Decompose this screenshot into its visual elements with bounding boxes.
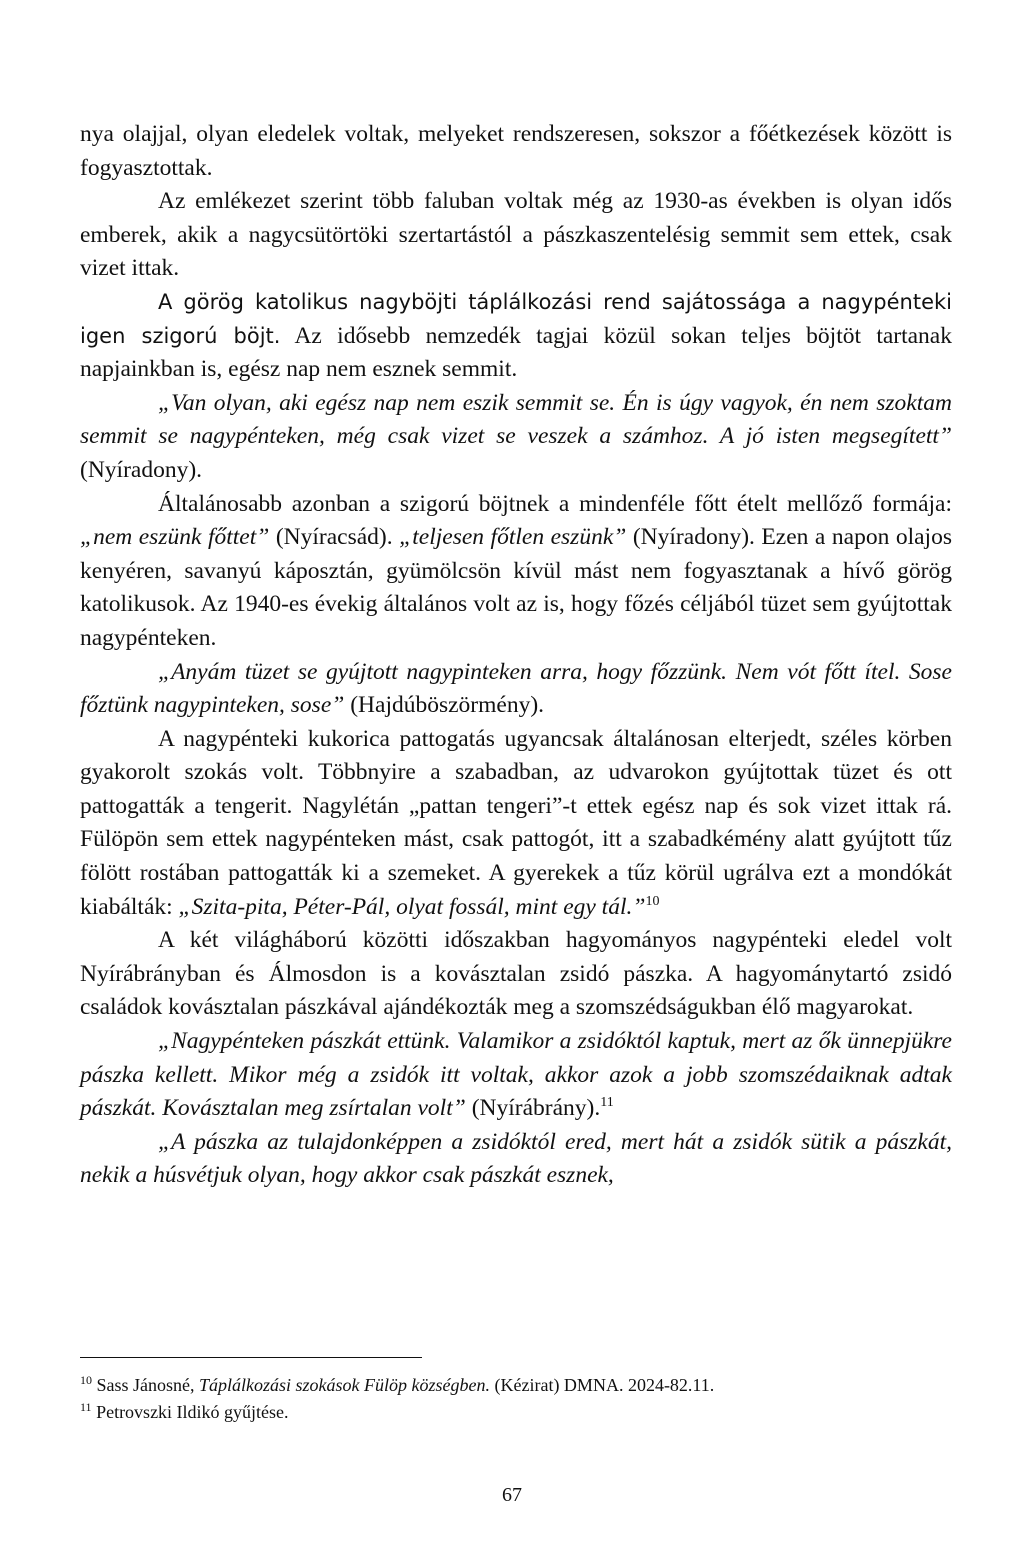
footnote-11 [80, 1399, 952, 1426]
paragraph-fasting-rule [80, 286, 952, 387]
paragraph-memory: Az emlékezet szerint több faluban voltak még az 1930-as években is olyan idős emberek, akik a nagycsütörtöki szertartástól a pászkaszentelésig semmit sem ettek, csak vizet ittak. [80, 188, 952, 282]
inline-quote: „nem eszünk főttet” [80, 524, 270, 551]
quote-nyirabrany [80, 1025, 952, 1126]
footnote-text: Petrovszki Ildikó gyűjtése. [91, 1402, 289, 1422]
quote-source: (Nyírábrány). [465, 1095, 601, 1122]
paragraph-text: (Nyíradony). Ezen a napon olajos kenyéren, savanyú káposztán, gyümölcsön kívül mást nem fogyasztanak a hívő görög katolikusok. Az 1940-es évekig általános volt az is, hogy főzés céljából tüzet sem gyújtottak nagypénteken. [80, 524, 952, 651]
paragraph-text: Általánosabb azonban a szigorú böjtnek a mindenféle főtt ételt mellőző formája: [158, 490, 952, 517]
page-number: 67 [502, 1484, 522, 1506]
quote-nyiradony [80, 387, 952, 488]
paragraph-paszka: A két világháború közötti időszakban hagyományos nagypénteki eledel volt Nyírábrányban és Álmosdon is a kovásztalan zsidó pászka. A hagyománytartó zsidó családok kovásztalan pászkával ajándékozták meg a szomszédságukban élő magyarokat. [80, 927, 952, 1021]
quote-hajdubOszormeny [80, 656, 952, 723]
quote-paszka-origin [80, 1126, 952, 1193]
paragraph-continuation: nya olajjal, olyan eledelek voltak, melyeket rendszeresen, sokszor a főétkezések között is fogyasztottak. [80, 121, 952, 181]
quote-source: (Nyíradony). [80, 456, 203, 483]
footnote-mark: 11 [80, 1400, 92, 1414]
body-text [80, 118, 952, 1193]
paragraph-popcorn [80, 723, 952, 925]
paragraph-text: A nagypénteki kukorica pattogatás ugyancsak általánosan elterjedt, széles körben gyakorolt szokás volt. Többnyire a szabadban, az udvarokon gyújtottak tüzet és ott pattogatták a tengerit. Nagylétán „pattan tengeri”-t ettek egész nap és sok vizet ittak rá. Fülöpön sem ettek nagypénteken mást, csak pattogót, itt a szabadkémény alatt gyújtott tűz fölött rostában pattogatták ki a szemeket. A gyerekek a tűz körül ugrálva ezt a mondókát kiabálták: [80, 725, 952, 920]
footnote-10 [80, 1372, 952, 1399]
quote-text: „Nagypénteken pászkát ettünk. Valamikor a zsidóktól kaptuk, mert az ők ünnepjükre pászka kellett. Mikor még a zsidók itt voltak, akkor azok a jobb szomszédaiknak adtak pászkát. Kovásztalan meg zsírtalan volt” [80, 1028, 952, 1122]
footnote-mark: 10 [80, 1373, 92, 1387]
paragraph-fasting-rule-rest: Az idősebb nemzedék tagjai közül sokan teljes böjtöt tartanak napjainkban is, egész nap nem esznek semmit. [80, 322, 952, 383]
footnote-title: Táplálkozási szokások Fülöp községben. [199, 1375, 490, 1395]
quote-text: „Van olyan, aki egész nap nem eszik semmit se. Én is úgy vagyok, én nem szoktam semmit se nagypénteken, még csak vizet se veszek a számhoz. A jó isten megsegített” [80, 389, 952, 450]
footnote-text: (Kézirat) DMNA. 2024-82.11. [489, 1375, 715, 1395]
quote-text: „A pászka az tulajdonképpen a zsidóktól ered, mert hát a zsidók sütik a pászkát, nekik a húsvétjuk olyan, hogy akkor csak pászkát esznek, [80, 1128, 952, 1189]
paragraph-text: (Nyíracsád). [269, 524, 400, 551]
footnote-ref[interactable]: 10 [645, 893, 660, 909]
inline-quote: „Szita-pita, Péter-Pál, olyat fossál, mint egy tál.” [178, 893, 646, 920]
footnote-text: Sass Jánosné, [92, 1375, 199, 1395]
quote-text: „Anyám tüzet se gyújtott nagypinteken arra, hogy főzzünk. Nem vót főtt ítel. Sose főztünk nagypinteken, sose” [80, 658, 952, 719]
footnote-ref[interactable]: 11 [600, 1095, 614, 1111]
footnote-divider [80, 1357, 422, 1358]
paragraph-fasting-rule-lead: A görög katolikus nagyböjti táplálkozási rend sajátossága a nagypénteki igen szigorú böjt. [80, 289, 952, 348]
inline-quote: „teljesen főtlen eszünk” [399, 524, 627, 551]
paragraph-general-fast [80, 488, 952, 656]
footnotes [80, 1372, 952, 1426]
quote-source: (Hajdúböszörmény). [344, 692, 545, 719]
